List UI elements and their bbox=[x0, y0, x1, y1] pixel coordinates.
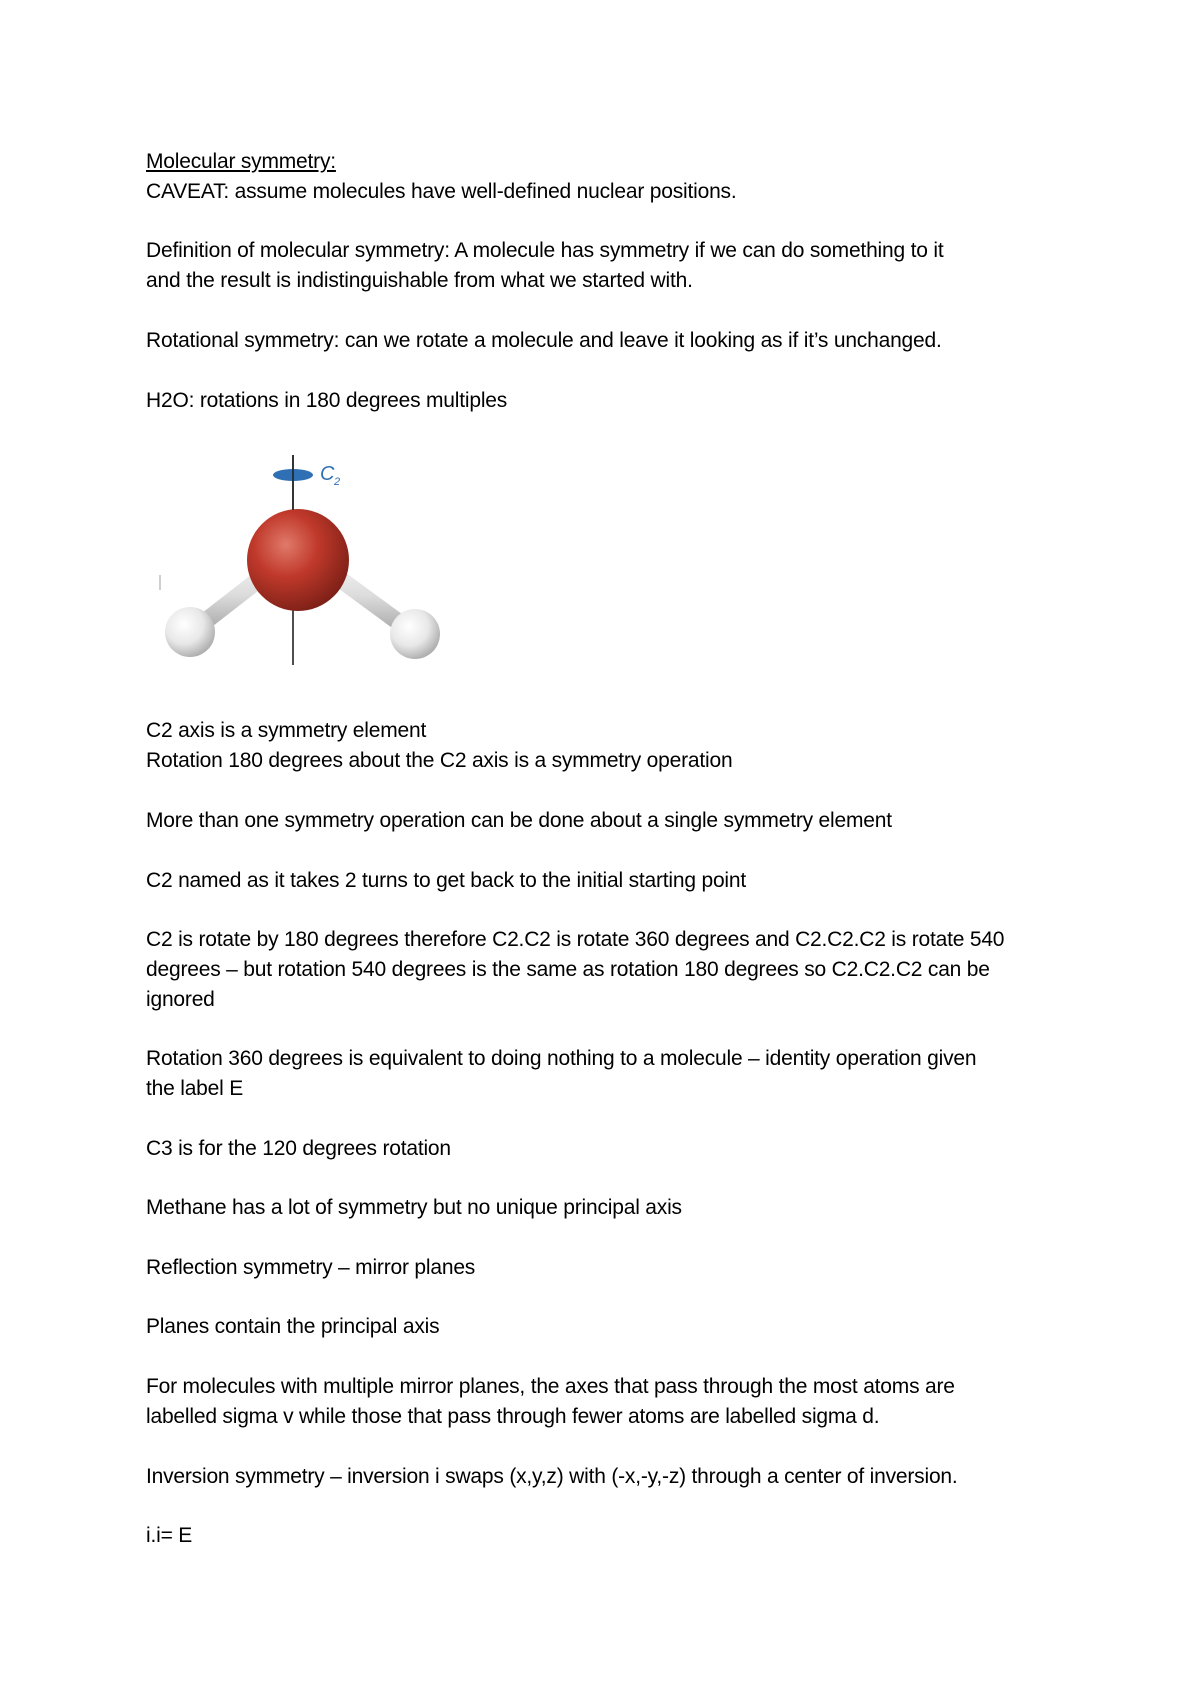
c2-named-text: C2 named as it takes 2 turns to get back to the initial starting point bbox=[146, 869, 747, 892]
c2-axis-subscript: 2 bbox=[334, 476, 341, 488]
methane-text: Methane has a lot of symmetry but no unique principal axis bbox=[146, 1196, 682, 1219]
c2-operation-text: Rotation 180 degrees about the C2 axis is a symmetry operation bbox=[146, 749, 733, 772]
definition-line-2: and the result is indistinguishable from what we started with. bbox=[146, 269, 693, 292]
c2-rotate-line-2: degrees – but rotation 540 degrees is the same as rotation 180 degrees so C2.C2.C2 can be bbox=[146, 958, 990, 981]
caveat-text: CAVEAT: assume molecules have well-defined nuclear positions. bbox=[146, 180, 737, 203]
c2-axis-label: C bbox=[320, 463, 335, 485]
ii-text: i.i= E bbox=[146, 1524, 193, 1547]
mirror-planes-line-2: labelled sigma v while those that pass through fewer atoms are labelled sigma d. bbox=[146, 1405, 880, 1428]
mirror-planes-line-1: For molecules with multiple mirror planes, the axes that pass through the most atoms are bbox=[146, 1375, 955, 1398]
inversion-text: Inversion symmetry – inversion i swaps (x,y,z) with (-x,-y,-z) through a center of inversion. bbox=[146, 1465, 958, 1488]
water-molecule-figure bbox=[150, 450, 450, 680]
c3-text: C3 is for the 120 degrees rotation bbox=[146, 1137, 451, 1160]
h2o-text: H2O: rotations in 180 degrees multiples bbox=[146, 389, 508, 412]
c2-rotate-line-1: C2 is rotate by 180 degrees therefore C2.C2 is rotate 360 degrees and C2.C2.C2 is rotate 540 bbox=[146, 928, 1005, 951]
identity-line-1: Rotation 360 degrees is equivalent to doing nothing to a molecule – identity operation given bbox=[146, 1047, 977, 1070]
hydrogen-atom-left bbox=[165, 607, 215, 657]
c2-element-text: C2 axis is a symmetry element bbox=[146, 719, 427, 742]
oxygen-atom bbox=[247, 509, 349, 611]
page-title: Molecular symmetry: bbox=[146, 150, 336, 173]
hydrogen-atom-right bbox=[390, 609, 440, 659]
more-than-one-text: More than one symmetry operation can be done about a single symmetry element bbox=[146, 809, 892, 832]
identity-line-2: the label E bbox=[146, 1077, 244, 1100]
planes-text: Planes contain the principal axis bbox=[146, 1315, 440, 1338]
definition-line-1: Definition of molecular symmetry: A molecule has symmetry if we can do something to it bbox=[146, 239, 944, 262]
reflection-text: Reflection symmetry – mirror planes bbox=[146, 1256, 476, 1279]
rotational-symmetry-text: Rotational symmetry: can we rotate a molecule and leave it looking as if it’s unchanged. bbox=[146, 329, 942, 352]
c2-rotate-line-3: ignored bbox=[146, 988, 215, 1011]
